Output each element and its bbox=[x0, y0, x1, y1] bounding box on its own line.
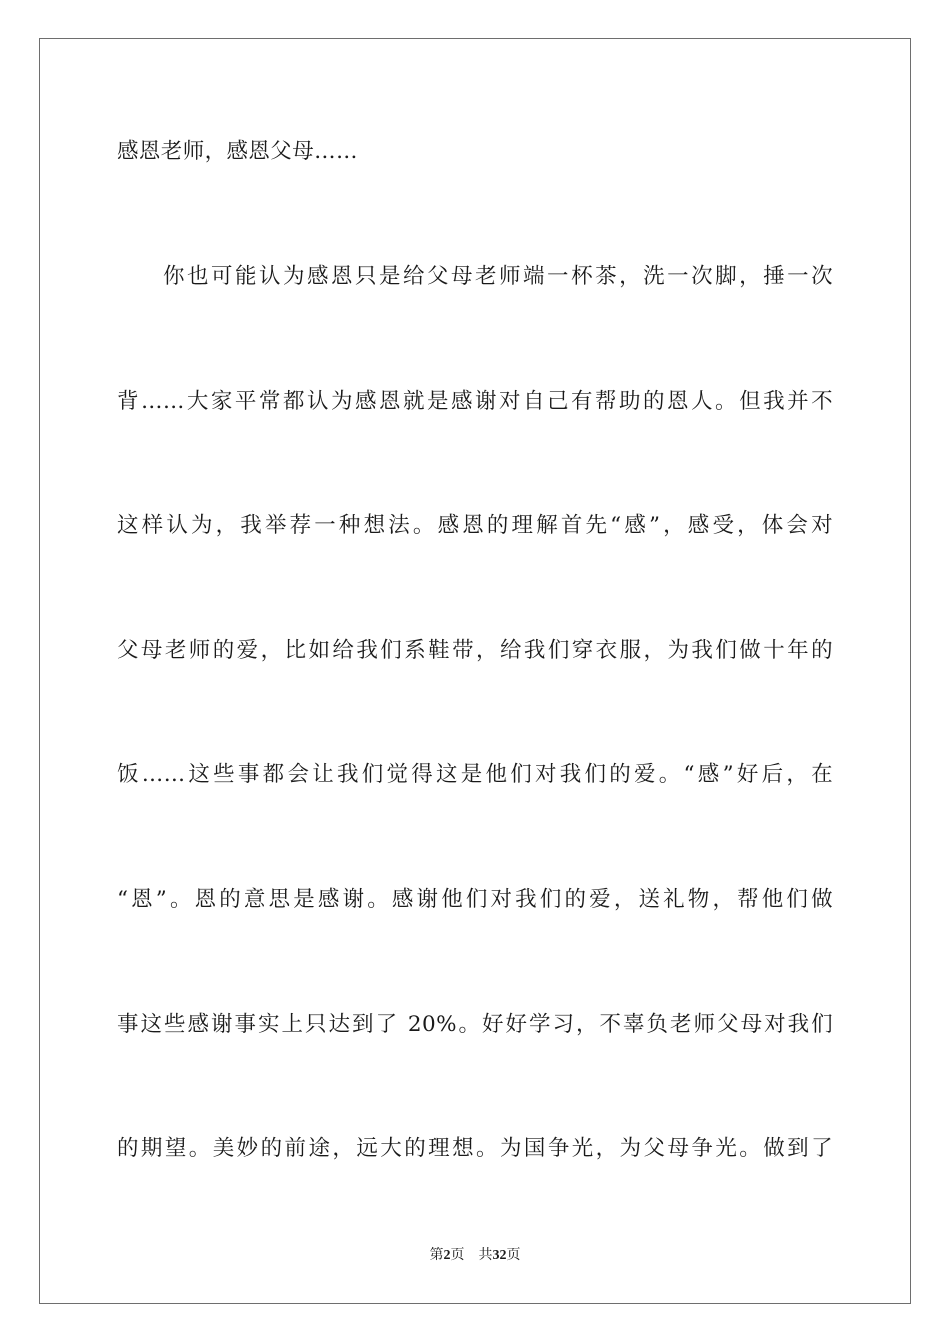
page-number: 2 bbox=[443, 1248, 451, 1263]
text-line-1: 感恩老师，感恩父母…… bbox=[117, 139, 358, 164]
text-line-2: 你也可能认为感恩只是给父母老师端一杯茶，洗一次脚，捶一次 bbox=[163, 264, 833, 289]
text-line-4: 这样认为，我举荐一种想法。感恩的理解首先“感”，感受，体会对 bbox=[117, 513, 833, 538]
page-prefix: 第 bbox=[429, 1248, 444, 1263]
text-line-6: 饭……这些事都会让我们觉得这是他们对我们的爱。“感”好后，在 bbox=[117, 762, 833, 787]
page-footer bbox=[0, 1246, 950, 1266]
text-line-8: 事这些感谢事实上只达到了 20%。好好学习，不辜负老师父母对我们 bbox=[117, 1012, 833, 1037]
text-line-9: 的期望。美妙的前途，远大的理想。为国争光，为父母争光。做到了 bbox=[117, 1136, 833, 1161]
total-pages: 32 bbox=[492, 1248, 507, 1263]
page-frame bbox=[39, 38, 911, 1304]
page-suffix: 页 bbox=[450, 1248, 465, 1263]
total-prefix: 共 bbox=[478, 1248, 493, 1263]
text-line-7: “恩”。恩的意思是感谢。感谢他们对我们的爱，送礼物，帮他们做 bbox=[117, 887, 833, 912]
text-line-3: 背……大家平常都认为感恩就是感谢对自己有帮助的恩人。但我并不 bbox=[117, 389, 833, 414]
total-suffix: 页 bbox=[506, 1248, 521, 1263]
text-line-5: 父母老师的爱，比如给我们系鞋带，给我们穿衣服，为我们做十年的 bbox=[117, 638, 833, 663]
